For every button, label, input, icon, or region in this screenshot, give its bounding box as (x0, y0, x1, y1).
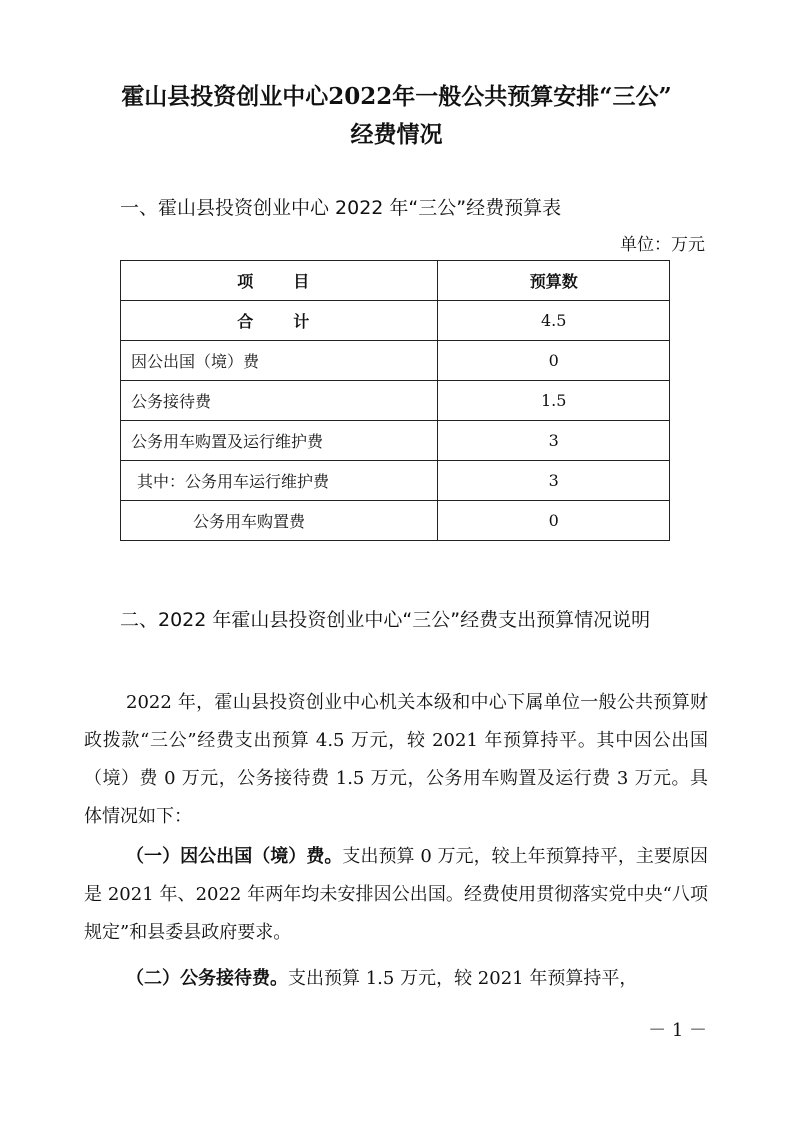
row-item-cell: 因公出国（境）费 (121, 341, 438, 381)
paragraph-overseas-travel (84, 838, 708, 952)
paragraph-summary: 2022 年，霍山县投资创业中心机关本级和中心下属单位一般公共预算财政拨款“三公”经费支出预算 4.5 万元，较 2021 年预算持平。其中因公出国（境）费 0 万元，公务接待费 1.5 万元，公务用车购置及运行费 3 万元。具体情况如下： (84, 692, 708, 827)
row-value-cell: 1.5 (438, 381, 670, 421)
total-value-cell: 4.5 (438, 301, 670, 341)
row-item-cell: 其中：公务用车运行维护费 (121, 461, 438, 501)
table-total-row (121, 301, 670, 341)
row-item-cell: 公务用车购置费 (121, 501, 438, 541)
document-title (0, 78, 793, 154)
row-item-cell: 公务用车购置及运行维护费 (121, 421, 438, 461)
row-value-cell: 3 (438, 461, 670, 501)
table-row (121, 421, 670, 461)
section-2-heading: 二、2022 年霍山县投资创业中心“三公”经费支出预算情况说明 (120, 609, 651, 631)
table-row (121, 341, 670, 381)
paragraph-body: 支出预算 1.5 万元，较 2021 年预算持平， (288, 968, 638, 989)
budget-table (120, 260, 670, 541)
total-label-cell (121, 301, 438, 341)
paragraph-lead: （二）公务接待费。 (126, 968, 288, 989)
title-line-2: 经费情况 (350, 121, 443, 148)
table-row (121, 381, 670, 421)
paragraph-reception (84, 960, 708, 998)
header-item-label: 项 目 (237, 272, 322, 291)
paragraph-body: 支出预算 0 万元，较上年预算持平，主要原因是 2021 年、2022 年两年均未安排因公出国。经费使用贯彻落实党中央“八项规定”和县委县政府要求。 (84, 846, 708, 943)
unit-label: 单位：万元 (620, 235, 705, 255)
total-label: 合 计 (237, 312, 322, 331)
row-value-cell: 0 (438, 341, 670, 381)
row-value-cell: 3 (438, 421, 670, 461)
row-value-cell: 0 (438, 501, 670, 541)
row-item-cell: 公务接待费 (121, 381, 438, 421)
table-row (121, 461, 670, 501)
header-item-cell (121, 261, 438, 301)
header-value-cell: 预算数 (438, 261, 670, 301)
title-line-1: 霍山县投资创业中心2022年一般公共预算安排“三公” (121, 83, 672, 110)
table-header-row (121, 261, 670, 301)
section-1-heading: 一、霍山县投资创业中心 2022 年“三公”经费预算表 (120, 197, 562, 219)
paragraph-lead: （一）因公出国（境）费。 (126, 846, 343, 867)
table-row (121, 501, 670, 541)
page-number: － 1 － (648, 1020, 707, 1041)
